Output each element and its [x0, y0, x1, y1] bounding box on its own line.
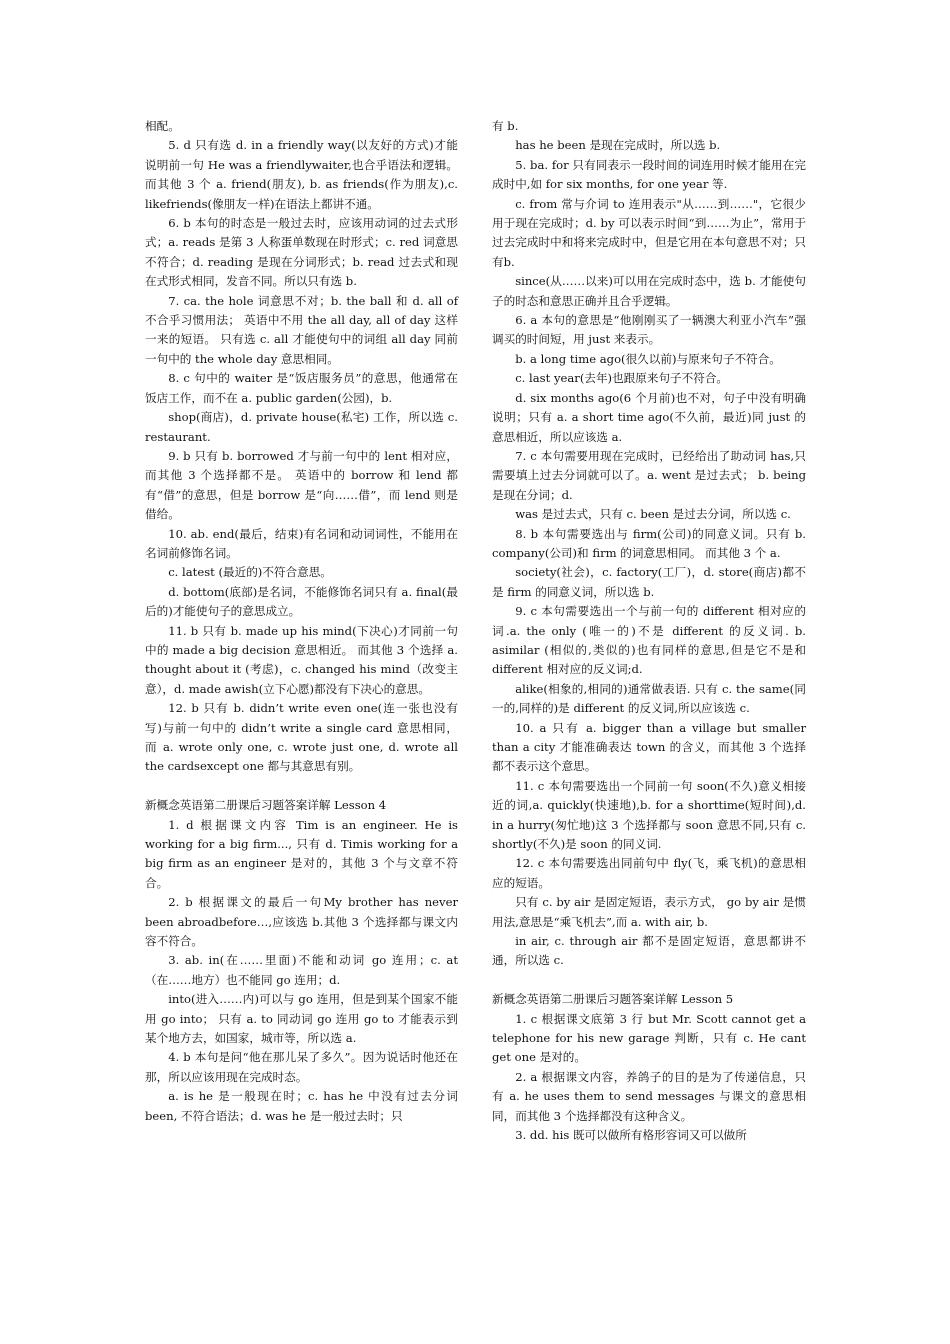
answer-paragraph: 6. a 本句的意思是“他刚刚买了一辆澳大利亚小汽车”强调买的时间短，用 just 来表示。: [492, 313, 806, 347]
answer-paragraph: since(从……以来)可以用在完成时态中，选 b. 才能使句子的时态和意思正确并且合乎逻辑。: [492, 274, 806, 308]
answer-paragraph: 3. dd. his 既可以做所有格形容词又可以做所: [515, 1128, 747, 1143]
answer-paragraph: 10. a 只有 a. bigger than a village but smaller than a city 才能准确表达 town 的含义，而其他 3 个选择都不表示这个意思。: [492, 720, 806, 774]
right-text-column: [492, 117, 806, 1146]
answer-paragraph: 1. c 根据课文底第 3 行 but Mr. Scott cannot get a telephone for his new garage 判断，只有 c. He cant get one 是对的。: [492, 1011, 806, 1065]
answer-paragraph: 12. c 本句需要选出同前句中 fly(飞，乘飞机)的意思相应的短语。: [492, 856, 806, 890]
answer-paragraph: has he been 是现在完成时，所以选 b.: [515, 138, 721, 153]
answer-paragraph: d. six months ago(6 个月前)也不对，句子中没有明确说明；只有 a. a short time ago(不久前，最近)同 just 的意思相近，所以应该选 a.: [492, 390, 806, 444]
answer-paragraph: a. is he 是一般现在时；c. has he 中没有过去分词 been, 不符合语法；d. was he 是一般过去时；只: [145, 1089, 458, 1123]
answer-paragraph: 7. ca. the hole 词意思不对；b. the ball 和 d. all of 不合乎习惯用法； 英语中不用 the all day, all of day 这样一来的短语。 只有选 c. all 才能使句中的词组 all day 同前一句中的 the whole day 意思相同。: [145, 293, 458, 366]
answer-paragraph: 相配。: [145, 119, 180, 133]
answer-paragraph: 只有 c. by air 是固定短语，表示方式， go by air 是惯用法,意思是“乘飞机去”,而 a. with air, b.: [492, 895, 806, 929]
answer-paragraph: 8. b 本句需要选出与 firm(公司)的同意义词。只有 b. company(公司)和 firm 的词意思相同。 而其他 3 个 a.: [492, 526, 806, 560]
answer-paragraph: 有 b.: [492, 119, 519, 133]
answer-paragraph: 11. c 本句需要选出一个同前一句 soon(不久)意义相接近的词,a. quickly(快速地),b. for a shorttime(短时间),d. in a hurry(匆忙地)这 3 个选择都与 soon 意思不同,只有 c. shortly(不久)是 soon 的同义词.: [492, 778, 806, 852]
answer-paragraph: society(社会)，c. factory(工厂)，d. store(商店)都不是 firm 的同意义词，所以选 b.: [492, 565, 806, 599]
answer-paragraph: 1. d 根据课文内容 Tim is an engineer. He is working for a big firm..., 只有 d. Timis working for a big firm as an engineer 是对的，其他 3 个与文章不符合。: [145, 817, 458, 890]
answer-paragraph: 5. d 只有选 d. in a friendly way(以友好的方式)才能说明前一句 He was a friendlywaiter,也合乎语法和逻辑。而其他 3 个 a. friend(朋友), b. as friends(作为朋友),c. likefriends(像朋友一样)在语法上都讲不通。: [145, 138, 458, 211]
answer-paragraph: in air, c. through air 都不是固定短语，意思都讲不通，所以选 c.: [492, 934, 806, 968]
answer-paragraph: alike(相象的,相同的)通常做表语. 只有 c. the same(同一的,同样的)是 different 的反义词,所以应该选 c.: [492, 681, 806, 716]
answer-paragraph: 2. a 根据课文内容，养鸽子的目的是为了传递信息，只有 a. he uses them to send messages 与课文的意思相同，而其他 3 个选择都没有这种含义。: [492, 1069, 806, 1123]
answer-paragraph: 11. b 只有 b. made up his mind(下决心)才同前一句中的 made a big decision 意思相近。 而其他 3 个选择 a. thought about it (考虑)，c. changed his mind（改变主意），d. made awish(立下心愿)都没有下决心的意思。: [145, 623, 458, 696]
answer-paragraph: 2. b 根据课文的最后一句My brother has never been abroadbefore…,应该选 b.其他 3 个选择都与课文内容不符合。: [145, 895, 458, 949]
lesson-heading: 新概念英语第二册课后习题答案详解 Lesson 4: [145, 798, 387, 813]
answer-paragraph: c. latest (最近的)不符合意思。: [168, 565, 332, 580]
answer-paragraph: 9. b 只有 b. borrowed 才与前一句中的 lent 相对应，而其他 3 个选择都不是。 英语中的 borrow 和 lend 都有“借”的意思，但是 borrow 是“向……借”，而 lend 则是借给。: [145, 448, 458, 522]
answer-paragraph: b. a long time ago(很久以前)与原来句子不符合。: [515, 351, 781, 366]
answer-paragraph: d. bottom(底部)是名词，不能修饰名词只有 a. final(最后的)才能使句子的意思成立。: [145, 584, 458, 619]
answer-paragraph: 4. b 本句是问“他在那儿呆了多久”。因为说话时他还在那，所以应该用现在完成时态。: [145, 1050, 458, 1084]
answer-paragraph: 5. ba. for 只有同表示一段时间的词连用时候才能用在完成时中,如 for six months, for one year 等.: [492, 157, 806, 192]
answer-paragraph: c. from 常与介词 to 连用表示"从……到……"，它很少用于现在完成时；d. by 可以表示时间“到……为止”，常用于过去完成时中和将来完成时中，但是它用在本句意思不对；只有b.: [492, 196, 806, 269]
answer-paragraph: into(进入……内)可以与 go 连用，但是到某个国家不能用 go into； 只有 a. to 同动词 go 连用 go to 才能表示到某个地方去，如国家，城市等，所以选 a.: [145, 992, 458, 1046]
answer-paragraph: 7. c 本句需要用现在完成时，已经给出了助动词 has,只需要填上过去分词就可以了。a. went 是过去式； b. being 是现在分词；d.: [492, 448, 806, 502]
answer-paragraph: 9. c 本句需要选出一个与前一句的 different 相对应的词.a. the only (唯一的)不是 different 的反义词. b. asimilar (相似的,类似的)也有同样的意思,但是它不是和 different 相对应的反义词;d.: [492, 604, 806, 677]
answer-paragraph: 3. ab. in(在……里面)不能和动词 go 连用；c. at（在……地方）也不能同 go 连用；d.: [145, 953, 458, 987]
answer-paragraph: shop(商店)，d. private house(私宅) 工作，所以选 c. restaurant.: [145, 410, 458, 444]
answer-paragraph: 12. b 只有 b. didn’t write even one(连一张也没有写)与前一句中的 didn’t write a single card 意思相同， 而 a. wrote only one, c. wrote just one, d. wrote all the cardsexcept one 都与其意思有别。: [145, 701, 458, 774]
lesson-heading: 新概念英语第二册课后习题答案详解 Lesson 5: [492, 992, 734, 1007]
left-text-column: [145, 117, 458, 1126]
answer-paragraph: 6. b 本句的时态是一般过去时，应该用动词的过去式形式；a. reads 是第 3 人称蛋单数现在时形式；c. red 词意思不符合；d. reading 是现在分词形式；b. read 过去式和现在式形式相同，发音不同。所以只有选 b.: [145, 216, 458, 289]
answer-paragraph: 8. c 句中的 waiter 是“饭店服务员”的意思，他通常在饭店工作，而不在 a. public garden(公园)，b.: [145, 371, 458, 405]
answer-paragraph: 10. ab. end(最后，结束)有名词和动词词性，不能用在名词前修饰名词。: [145, 526, 458, 560]
answer-paragraph: c. last year(去年)也跟原来句子不符合。: [515, 371, 729, 386]
answer-paragraph: was 是过去式，只有 c. been 是过去分词，所以选 c.: [515, 507, 791, 522]
